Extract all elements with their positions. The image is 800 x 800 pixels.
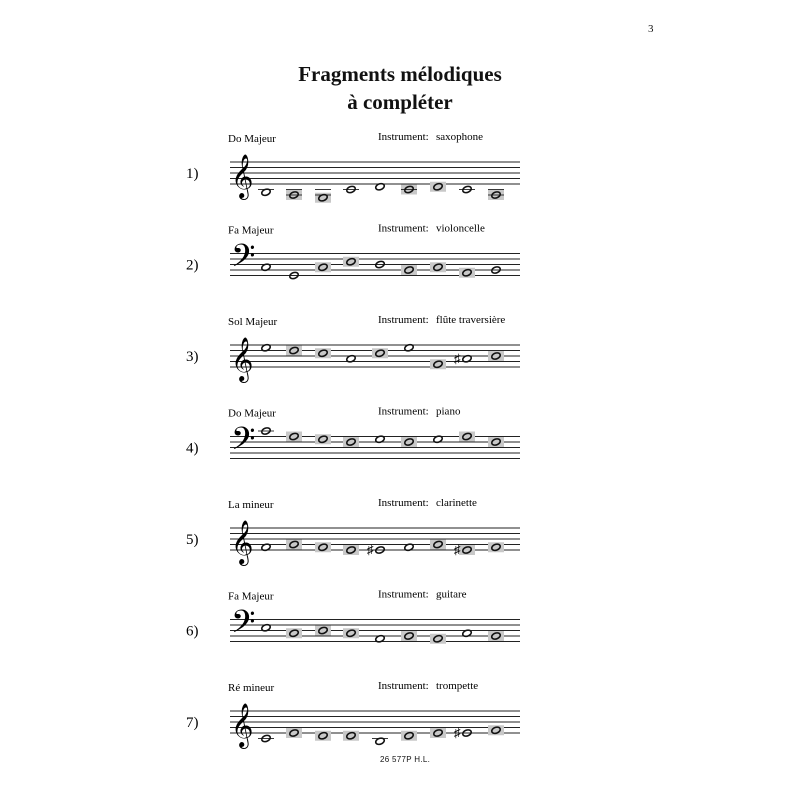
key-label: Fa Majeur	[228, 590, 274, 603]
key-label: La mineur	[228, 499, 274, 511]
exercise-4	[186, 406, 520, 465]
bass-clef-icon: 𝄢	[231, 605, 256, 648]
exercise-number: 3)	[186, 349, 199, 365]
exercise-number: 4)	[186, 440, 199, 457]
exercise-number: 6)	[186, 623, 199, 640]
exercise-number: 2)	[186, 257, 199, 274]
key-label: Fa Majeur	[228, 224, 274, 237]
exercise-1	[186, 131, 520, 203]
key-label: Do Majeur	[228, 407, 276, 420]
sharp-icon: ♯	[367, 542, 374, 557]
treble-clef-icon: 𝄞	[231, 705, 254, 747]
page-title: Fragments mélodiques	[298, 62, 502, 86]
instrument-label: Instrument:	[378, 588, 429, 601]
page-subtitle: à compléter	[347, 90, 453, 114]
sharp-icon: ♯	[454, 725, 461, 740]
sharp-icon: ♯	[454, 350, 461, 366]
instrument-name: piano	[436, 405, 461, 418]
exercise-7	[186, 680, 520, 749]
instrument-name: flûte traversière	[436, 314, 506, 326]
treble-clef-icon: 𝄞	[231, 156, 254, 198]
exercise-number: 1)	[186, 166, 199, 182]
exercise-number: 7)	[186, 715, 199, 731]
exercise-6	[186, 589, 520, 648]
exercise-number: 5)	[186, 532, 199, 548]
treble-clef-icon: 𝄞	[231, 339, 254, 381]
key-label: Sol Majeur	[228, 316, 278, 328]
instrument-label: Instrument:	[378, 131, 429, 143]
instrument-name: clarinette	[436, 497, 477, 509]
instrument-label: Instrument:	[378, 497, 429, 509]
instrument-label: Instrument:	[378, 405, 429, 418]
instrument-name: trompette	[436, 680, 479, 692]
page-number: 3	[648, 23, 654, 35]
key-label: Ré mineur	[228, 682, 275, 694]
exercise-2	[186, 223, 520, 282]
key-label: Do Majeur	[228, 133, 276, 145]
treble-clef-icon: 𝄞	[231, 522, 254, 564]
instrument-label: Instrument:	[378, 222, 429, 235]
sharp-icon: ♯	[454, 542, 461, 557]
bass-clef-icon: 𝄢	[231, 239, 256, 282]
exercise-5	[186, 497, 520, 566]
instrument-label: Instrument:	[378, 314, 429, 326]
instrument-name: guitare	[436, 588, 467, 601]
footer-code: 26 577P H.L.	[380, 755, 431, 764]
instrument-label: Instrument:	[378, 680, 429, 692]
instrument-name: saxophone	[436, 131, 484, 143]
bass-clef-icon: 𝄢	[231, 422, 256, 465]
exercise-3	[186, 314, 520, 383]
instrument-name: violoncelle	[436, 222, 485, 235]
